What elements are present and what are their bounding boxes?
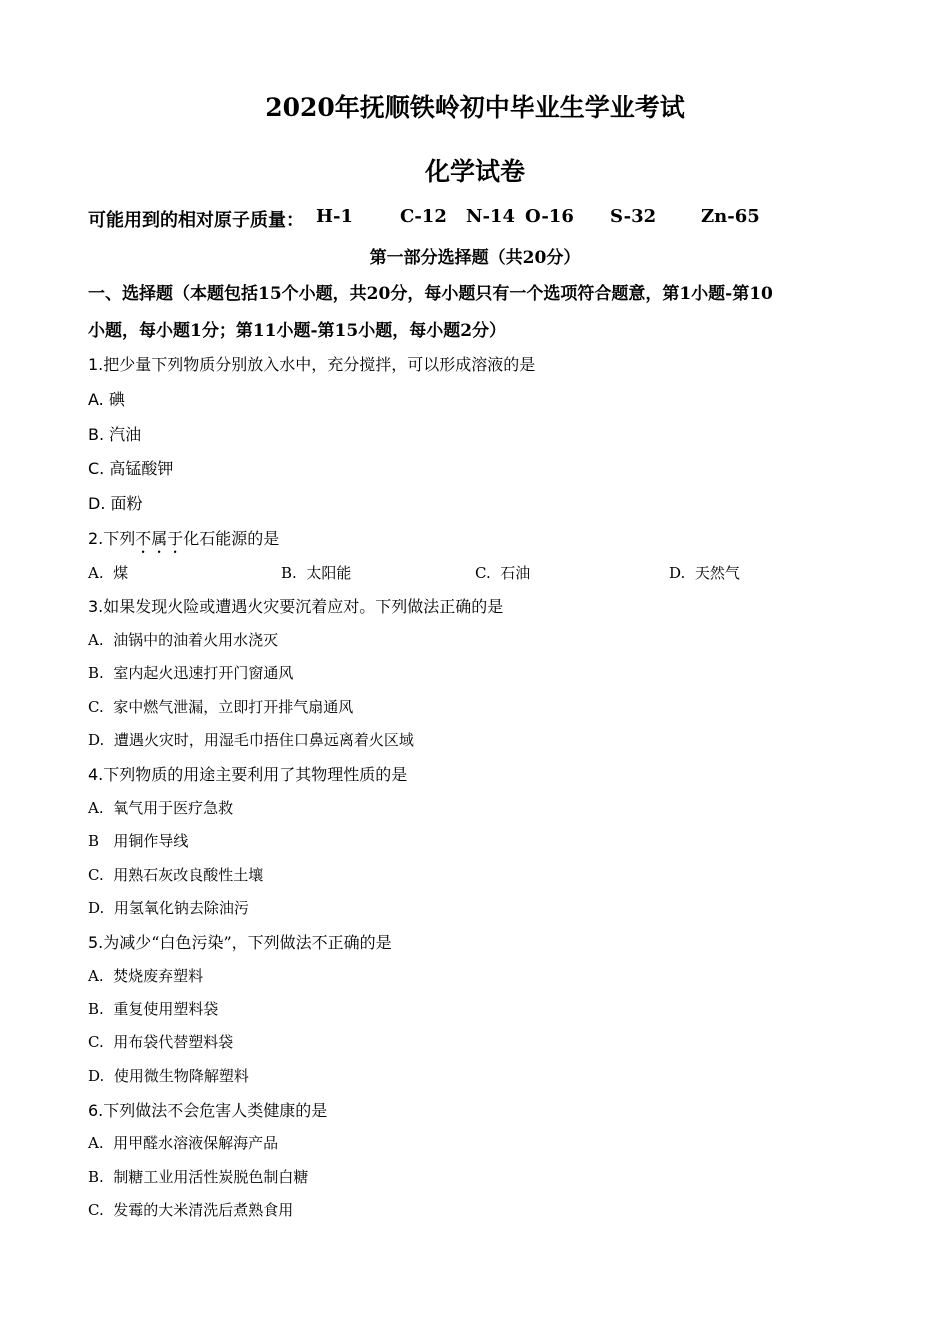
q4-option-d: D. 用氢氧化钠去除油污 — [88, 899, 249, 917]
mass-s: S-32 — [610, 206, 657, 227]
atomic-mass-line — [88, 206, 304, 232]
question-3 — [88, 594, 503, 617]
q5-option-c: C. 用布袋代替塑料袋 — [88, 1033, 234, 1051]
mass-n: N-14 — [466, 206, 515, 227]
question-5 — [88, 930, 392, 953]
q3-option-d: D. 遭遇火灾时，用湿毛巾捂住口鼻远离着火区域 — [88, 731, 414, 749]
exam-subtitle: 化学试卷 — [424, 157, 525, 186]
q1-option-d: D. 面粉 — [88, 494, 143, 513]
question-6 — [88, 1098, 327, 1121]
q4-option-c: C. 用熟石灰改良酸性土壤 — [88, 866, 264, 884]
mass-c: C-12 — [400, 206, 447, 227]
question-text: 为减少“白色污染”，下列做法不正确的是 — [103, 933, 392, 952]
q2-option-c: C. 石油 — [475, 564, 531, 582]
part-one-title: 第一部分选择题（共20分） — [369, 248, 581, 268]
q2-option-a: A. 煤 — [88, 564, 129, 582]
question-number: 3. — [88, 597, 104, 616]
mass-zn: Zn-65 — [701, 206, 760, 227]
mass-h: H-1 — [316, 206, 354, 227]
question-2: 2.下列不属于化石能源的是 — [88, 529, 280, 548]
q5-option-b: B. 重复使用塑料袋 — [88, 1000, 219, 1018]
q1-option-b: B. 汽油 — [88, 425, 142, 444]
q3-option-c: C. 家中燃气泄漏，立即打开排气扇通风 — [88, 698, 354, 716]
q1-option-c: C. 高锰酸钾 — [88, 459, 174, 478]
q3-option-b: B. 室内起火迅速打开门窗通风 — [88, 664, 294, 682]
mass-o: O-16 — [525, 206, 574, 227]
q5-option-d: D. 使用微生物降解塑料 — [88, 1067, 249, 1085]
section-instruction-line1: 一、选择题（本题包括15个小题，共20分，每小题只有一个选项符合题意，第1小题-第10 — [88, 284, 773, 304]
q1-option-a: A. 碘 — [88, 390, 125, 409]
question-number: 4. — [88, 765, 104, 784]
question-text: 如果发现火险或遭遇火灾要沉着应对。下列做法正确的是 — [103, 597, 504, 616]
section-instruction-line2: 小题，每小题1分；第11小题-第15小题，每小题2分） — [88, 321, 507, 341]
q2-option-d: D. 天然气 — [669, 564, 740, 582]
emphasis-text: 不属于 — [135, 529, 184, 548]
q6-option-b: B. 制糖工业用活性炭脱色制白糖 — [88, 1168, 309, 1186]
question-number: 6. — [88, 1101, 104, 1120]
q6-option-a: A. 用甲醛水溶液保解海产品 — [88, 1134, 279, 1152]
q4-option-b: B 用铜作导线 — [88, 832, 189, 850]
question-number: 5. — [88, 933, 104, 952]
q6-option-c: C. 发霉的大米清洗后煮熟食用 — [88, 1201, 294, 1219]
question-number: 2. — [88, 529, 104, 548]
question-text: 下列物质的用途主要利用了其物理性质的是 — [103, 765, 408, 784]
q2-option-b: B. 太阳能 — [281, 564, 352, 582]
q5-option-a: A. 焚烧废弃塑料 — [88, 967, 204, 985]
question-number: 1. — [88, 355, 104, 374]
atomic-mass-label: 可能用到的相对原子质量： — [88, 210, 304, 231]
question-4 — [88, 762, 407, 785]
q4-option-a: A. 氧气用于医疗急救 — [88, 799, 234, 817]
exam-title: 2020年抚顺铁岭初中毕业生学业考试 — [265, 93, 685, 122]
question-text: 下列做法不会危害人类健康的是 — [103, 1101, 328, 1120]
question-1 — [88, 352, 535, 375]
q3-option-a: A. 油锅中的油着火用水浇灭 — [88, 631, 279, 649]
question-text: 把少量下列物质分别放入水中，充分搅拌，可以形成溶液的是 — [103, 355, 536, 374]
